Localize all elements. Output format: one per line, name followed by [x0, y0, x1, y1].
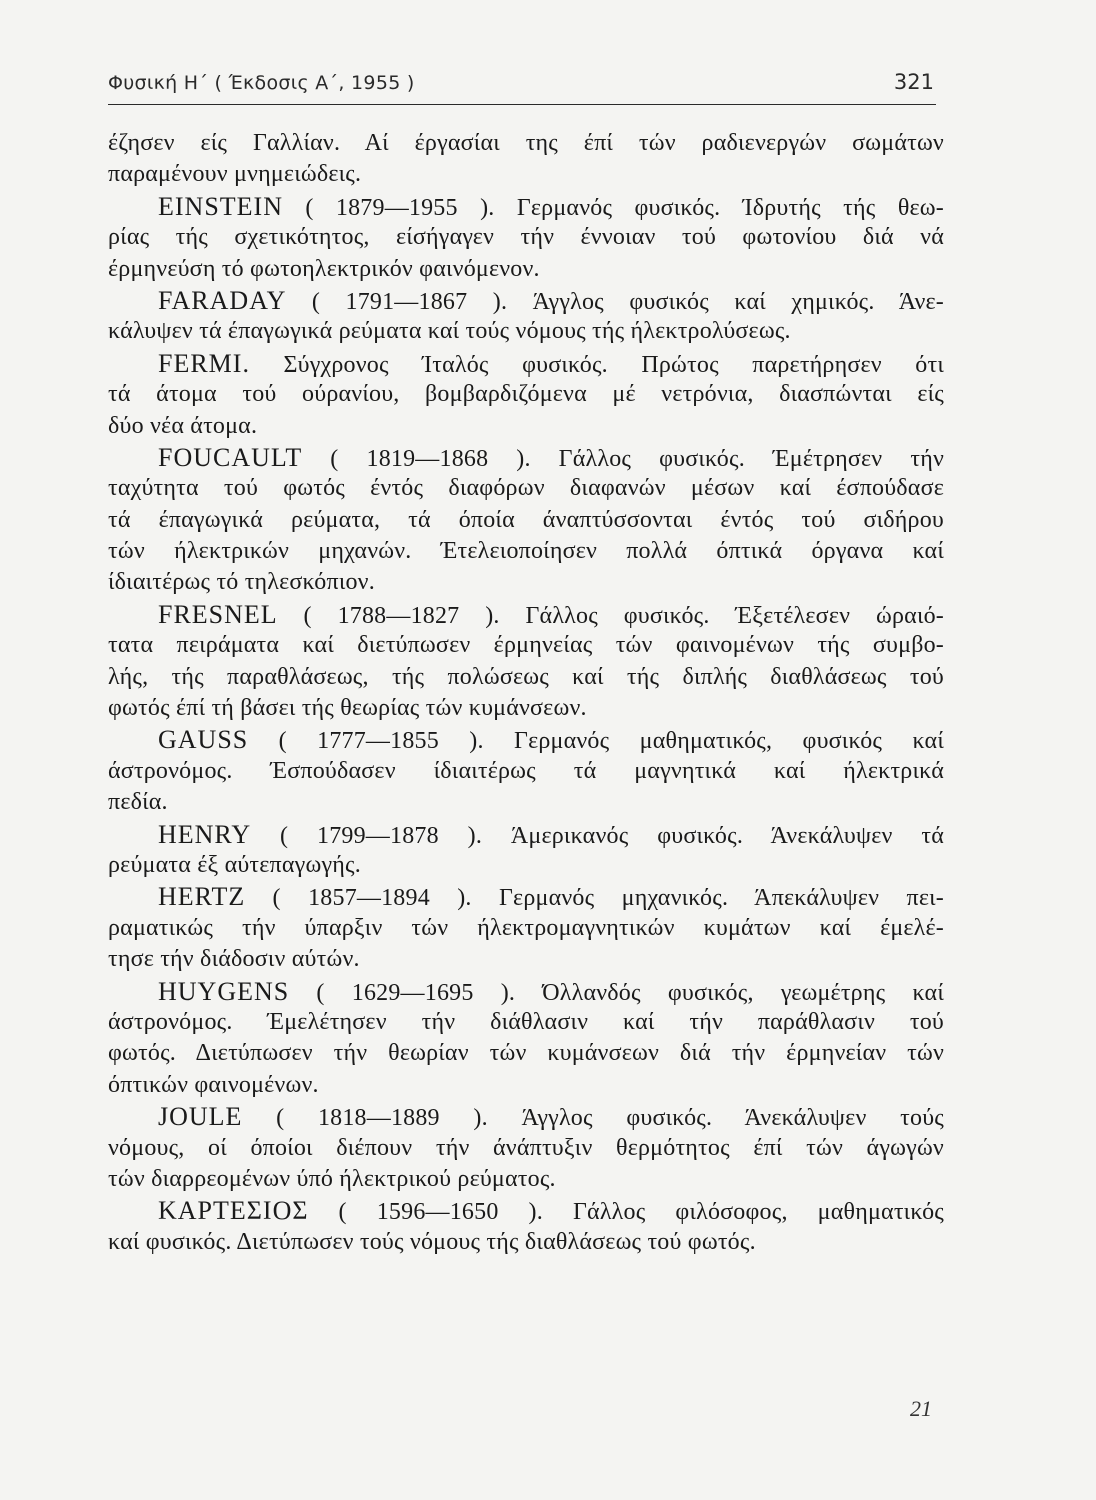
glossary-entry	[108, 881, 944, 975]
entry-text: όπτικών φαινομένων.	[108, 1071, 319, 1098]
text-line	[108, 128, 944, 159]
entry-text: ( 1857—1894 ). Γερμανός μηχανικός. Άπεκάλυψεν πει-	[245, 885, 944, 912]
entry-text: άστρονόμος. Έμελέτησεν τήν διάθλασιν καί τήν παράθλασιν τού	[108, 1008, 944, 1035]
glossary-entry	[108, 348, 944, 442]
text-line	[108, 159, 944, 190]
entry-text: τά άτομα τού ούρανίου, βομβαρδιζόμενα μέ νετρόνια, διασπώνται είς	[108, 381, 944, 408]
entry-text: έρμηνεύση τό φωτοηλεκτρικόν φαινόμενον.	[108, 255, 540, 282]
entry-name: ΚΑΡΤΕΣΙΟΣ	[158, 1196, 309, 1226]
entry-text: ( 1788—1827 ). Γάλλος φυσικός. Έξετέλεσεν ώραιό-	[277, 602, 944, 629]
entry-text: παραμένουν μνημειώδεις.	[108, 161, 362, 188]
entry-name: EINSTEIN	[158, 191, 283, 221]
entry-text: ρίας τής σχετικότητος, είσήγαγεν τήν έννοιαν τού φωτονίου διά νά	[108, 224, 944, 251]
entry-name: HENRY	[158, 819, 252, 849]
text-line	[108, 756, 944, 787]
text-line	[108, 724, 944, 755]
entry-name: JOULE	[158, 1102, 243, 1132]
entry-name: FRESNEL	[158, 599, 278, 629]
entry-name: GAUSS	[158, 725, 249, 755]
glossary-entry	[108, 442, 944, 599]
text-line	[108, 316, 944, 347]
entry-name: HERTZ	[158, 882, 246, 912]
entry-text: λής, τής παραθλάσεως, τής πολώσεως καί τής διπλής διαθλάσεως τού	[108, 663, 944, 690]
text-line	[108, 630, 944, 661]
text-line	[108, 567, 944, 598]
text-line	[108, 411, 944, 442]
text-line	[108, 1227, 944, 1258]
glossary-entry	[108, 1195, 944, 1258]
entry-text: καί φυσικός. Διετύπωσεν τούς νόμους τής διαθλάσεως τού φωτός.	[108, 1228, 756, 1255]
entry-text: ( 1799—1878 ). Άμερικανός φυσικός. Άνεκάλυψεν τά	[251, 822, 944, 849]
text-line	[108, 976, 944, 1007]
header-title: Φυσική Η΄ ( Έκδοσις Α΄, 1955 )	[108, 72, 415, 94]
running-header	[108, 70, 936, 105]
glossary-entry	[108, 191, 944, 285]
glossary-entries	[108, 128, 944, 1258]
text-line	[108, 191, 944, 222]
entry-text: ραματικώς τήν ύπαρξιν τών ήλεκτρομαγνητικών κυμάτων καί έμελέ-	[108, 914, 944, 941]
glossary-entry	[108, 1101, 944, 1195]
glossary-entry	[108, 128, 944, 191]
entry-text: ίδιαιτέρως τό τηλεσκόπιον.	[108, 569, 375, 596]
entry-text: τησε τήν διάδοσιν αύτών.	[108, 946, 360, 973]
text-line	[108, 254, 944, 285]
entry-text: έζησεν είς Γαλλίαν. Αί έργασίαι της έπί τών ραδιενεργών σωμάτων	[108, 130, 944, 156]
entry-text: τά έπαγωγικά ρεύματα, τά όποία άναπτύσσονται έντός τού σιδήρου	[108, 506, 944, 533]
entry-text: φωτός έπί τή βάσει τής θεωρίας τών κυμάνσεων.	[108, 695, 587, 722]
text-line	[108, 662, 944, 693]
printer-signature: 21	[910, 1396, 932, 1421]
text-line	[108, 1164, 944, 1195]
text-line	[108, 1133, 944, 1164]
text-line	[108, 222, 944, 253]
glossary-entry	[108, 724, 944, 818]
entry-text: τών διαρρεομένων ύπό ήλεκτρικού ρεύματος.	[108, 1165, 556, 1192]
entry-text: ( 1596—1650 ). Γάλλος φιλόσοφος, μαθηματικός	[308, 1199, 944, 1226]
entry-text: νόμους, οί όποίοι διέπουν τήν άνάπτυξιν θερμότητος έπί τών άγωγών	[108, 1134, 944, 1161]
text-line	[108, 1101, 944, 1132]
text-line	[108, 1038, 944, 1069]
entry-text: φωτός. Διετύπωσεν τήν θεωρίαν τών κυμάνσεων διά τήν έρμηνείαν τών	[108, 1040, 944, 1067]
text-line	[108, 881, 944, 912]
page-number: 321	[893, 70, 934, 94]
glossary-entry	[108, 599, 944, 725]
entry-text: ( 1818—1889 ). Άγγλος φυσικός. Άνεκάλυψεν τούς	[242, 1105, 944, 1132]
entry-text: δύο νέα άτομα.	[108, 412, 258, 439]
text-line	[108, 285, 944, 316]
entry-text: ( 1777—1855 ). Γερμανός μαθηματικός, φυσικός καί	[248, 728, 944, 755]
entry-text: ταχύτητα τού φωτός έντός διαφόρων διαφανών μέσων καί έσπούδασε	[108, 475, 944, 502]
text-line	[108, 1007, 944, 1038]
text-line	[108, 536, 944, 567]
entry-text: κάλυψεν τά έπαγωγικά ρεύματα καί τούς νόμους τής ήλεκτρολύσεως.	[108, 318, 791, 345]
text-line	[108, 819, 944, 850]
entry-name: FOUCAULT	[158, 442, 303, 472]
text-line	[108, 913, 944, 944]
entry-text: ( 1819—1868 ). Γάλλος φυσικός. Έμέτρησεν τήν	[302, 445, 944, 472]
entry-text: πεδία.	[108, 789, 168, 816]
glossary-entry	[108, 976, 944, 1102]
entry-text: τών ήλεκτρικών μηχανών. Έτελειοποίησεν πολλά όπτικά όργανα καί	[108, 538, 944, 565]
entry-text: ( 1879—1955 ). Γερμανός φυσικός. Ίδρυτής τής θεω-	[282, 194, 944, 221]
entry-name: FERMI.	[158, 348, 250, 378]
glossary-entry	[108, 285, 944, 348]
entry-name: FARADAY	[158, 285, 287, 315]
text-line	[108, 599, 944, 630]
text-line	[108, 1070, 944, 1101]
entry-text: ρεύματα έξ αύτεπαγωγής.	[108, 851, 361, 878]
text-line	[108, 348, 944, 379]
text-line	[108, 944, 944, 975]
text-line	[108, 850, 944, 881]
entry-text: τατα πειράματα καί διετύπωσεν έρμηνείας τών φαινομένων τής συμβο-	[108, 632, 944, 659]
text-line	[108, 693, 944, 724]
entry-text: ( 1629—1695 ). Όλλανδός φυσικός, γεωμέτρης καί	[289, 979, 944, 1006]
glossary-entry	[108, 819, 944, 882]
text-line	[108, 473, 944, 504]
entry-text: ( 1791—1867 ). Άγγλος φυσικός καί χημικός. Άνε-	[286, 288, 944, 315]
entry-name: HUYGENS	[158, 976, 290, 1006]
text-line	[108, 787, 944, 818]
entry-text: Σύγχρονος Ίταλός φυσικός. Πρώτος παρετήρησεν ότι	[249, 351, 944, 378]
text-line	[108, 379, 944, 410]
text-line	[108, 442, 944, 473]
entry-text: άστρονόμος. Έσπούδασεν ίδιαιτέρως τά μαγνητικά καί ήλεκτρικά	[108, 757, 944, 784]
text-line	[108, 1195, 944, 1226]
text-line	[108, 505, 944, 536]
